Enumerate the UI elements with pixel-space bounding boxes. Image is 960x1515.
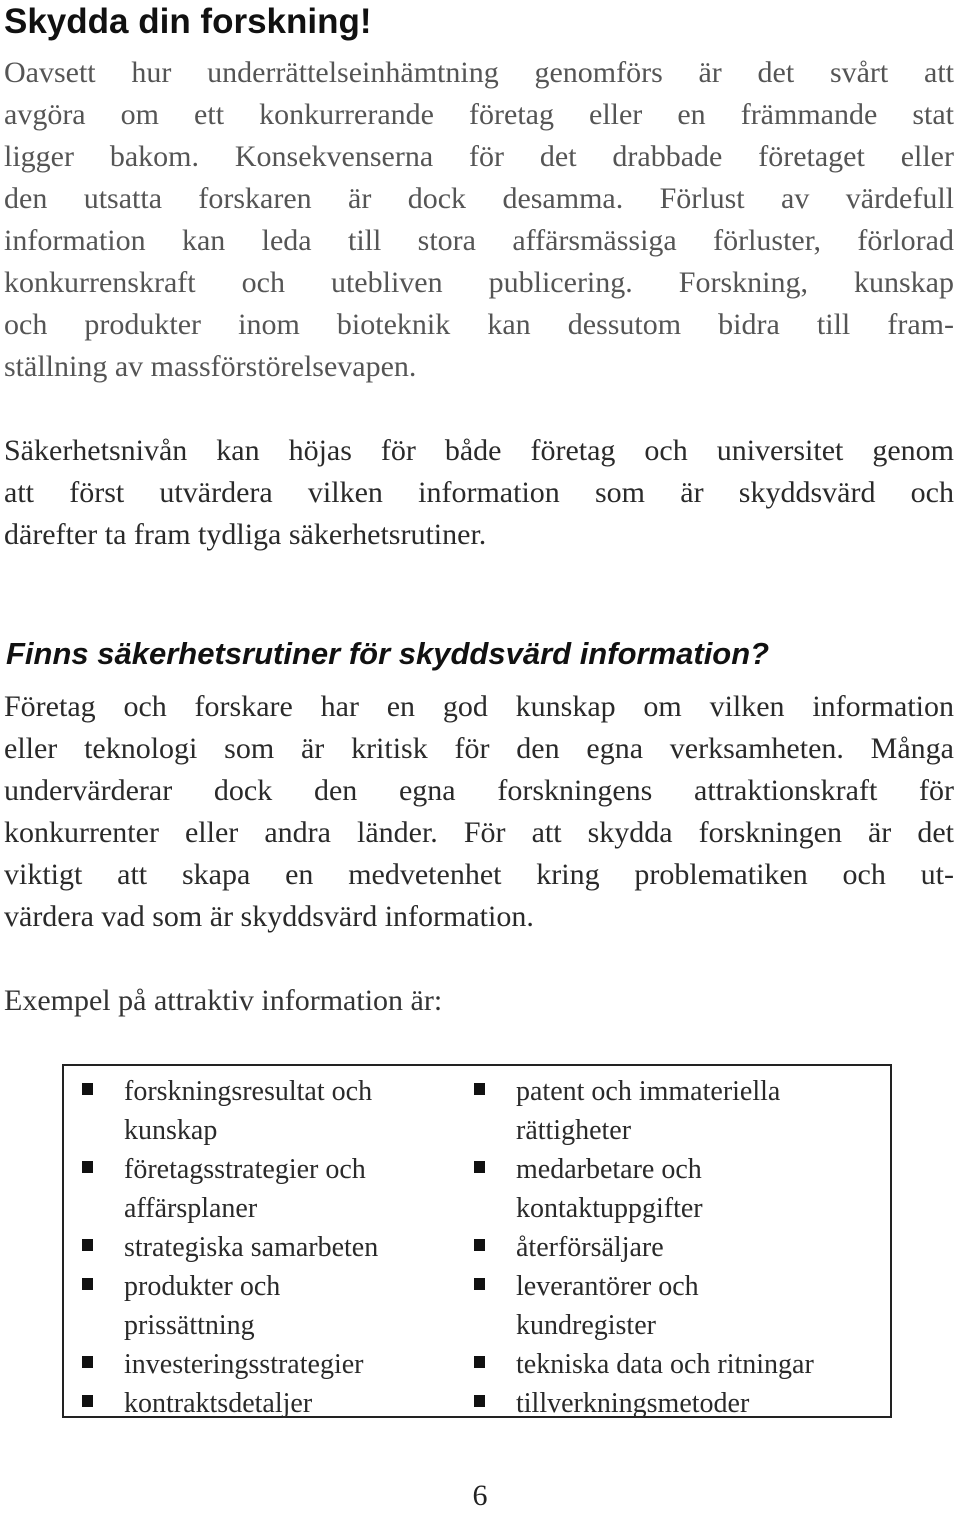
paragraph-line: viktigt att skapa en medvetenhet kring problematiken och ut- xyxy=(4,858,954,891)
page-heading: Skydda din forskning! xyxy=(4,2,372,41)
square-bullet-icon xyxy=(82,1161,93,1173)
example-item xyxy=(80,1150,450,1228)
square-bullet-icon xyxy=(474,1278,485,1290)
page-number: 6 xyxy=(472,1479,488,1512)
paragraph-line: eller teknologi som är kritisk för den egna verksamheten. Många xyxy=(4,732,954,765)
example-item-text: leverantörer och xyxy=(516,1271,699,1302)
square-bullet-icon xyxy=(82,1083,93,1095)
square-bullet-icon xyxy=(82,1239,93,1251)
examples-list-right xyxy=(472,1072,882,1423)
example-item xyxy=(80,1267,450,1345)
paragraph-line: Säkerhetsnivån kan höjas för både företag och universitet genom xyxy=(4,434,954,467)
square-bullet-icon xyxy=(82,1395,93,1407)
paragraph-line: Oavsett hur underrättelseinhämtning genomförs är det svårt att xyxy=(4,56,954,89)
example-item-text: företagsstrategier och xyxy=(124,1154,366,1185)
paragraph-line: konkurrenskraft och utebliven publicering. Forskning, kunskap xyxy=(4,266,954,299)
awareness-paragraph xyxy=(4,686,954,938)
square-bullet-icon xyxy=(474,1356,485,1368)
example-item-text: prissättning xyxy=(124,1310,255,1341)
paragraph-line: ställning av massförstörelsevapen. xyxy=(4,350,417,383)
security-level-paragraph xyxy=(4,430,954,556)
example-item-text: kontraktsdetaljer xyxy=(124,1388,313,1419)
square-bullet-icon xyxy=(474,1161,485,1173)
example-item xyxy=(472,1267,882,1345)
example-item-text: forskningsresultat och xyxy=(124,1076,373,1107)
paragraph-line: information kan leda till stora affärsmässiga förluster, förlorad xyxy=(4,224,954,257)
section-subheading: Finns säkerhetsrutiner för skyddsvärd information? xyxy=(6,636,770,671)
example-item-text: tekniska data och ritningar xyxy=(516,1349,814,1380)
example-item-text: tillverkningsmetoder xyxy=(516,1388,750,1419)
intro-paragraph xyxy=(4,52,954,388)
examples-box xyxy=(62,1064,892,1418)
example-item xyxy=(80,1228,450,1267)
example-item-text: affärsplaner xyxy=(124,1193,258,1224)
example-item xyxy=(472,1384,882,1423)
examples-list-left xyxy=(80,1072,450,1423)
example-item xyxy=(472,1228,882,1267)
example-item-text: kunskap xyxy=(124,1115,218,1146)
example-item xyxy=(80,1384,450,1423)
square-bullet-icon xyxy=(82,1356,93,1368)
paragraph-line: att först utvärdera vilken information som är skyddsvärd och xyxy=(4,476,954,509)
paragraph-line: därefter ta fram tydliga säkerhetsrutiner. xyxy=(4,518,487,551)
paragraph-line: konkurrenter eller andra länder. För att skydda forskningen är det xyxy=(4,816,954,849)
example-item xyxy=(472,1150,882,1228)
paragraph-line: ligger bakom. Konsekvenserna för det drabbade företaget eller xyxy=(4,140,954,173)
example-item-text: investeringsstrategier xyxy=(124,1349,364,1380)
paragraph-line: Företag och forskare har en god kunskap om vilken information xyxy=(4,690,954,723)
example-item-text: medarbetare och xyxy=(516,1154,702,1185)
paragraph-line: värdera vad som är skyddsvärd information. xyxy=(4,900,534,933)
paragraph-line: den utsatta forskaren är dock desamma. Förlust av värdefull xyxy=(4,182,954,215)
example-item xyxy=(80,1345,450,1384)
square-bullet-icon xyxy=(82,1278,93,1290)
example-item-text: produkter och xyxy=(124,1271,281,1302)
paragraph-line: och produkter inom bioteknik kan dessutom bidra till fram- xyxy=(4,308,954,341)
square-bullet-icon xyxy=(474,1395,485,1407)
square-bullet-icon xyxy=(474,1083,485,1095)
example-item xyxy=(472,1072,882,1150)
examples-title: Exempel på attraktiv information är: xyxy=(4,984,443,1017)
example-item-text: kontaktuppgifter xyxy=(516,1193,703,1224)
example-item xyxy=(472,1345,882,1384)
example-item-text: patent och immateriella xyxy=(516,1076,781,1107)
example-item-text: strategiska samarbeten xyxy=(124,1232,379,1263)
square-bullet-icon xyxy=(474,1239,485,1251)
paragraph-line: avgöra om ett konkurrerande företag eller en främmande stat xyxy=(4,98,954,131)
example-item-text: återförsäljare xyxy=(516,1232,664,1263)
example-item-text: kundregister xyxy=(516,1310,656,1341)
paragraph-line: undervärderar dock den egna forskningens attraktionskraft för xyxy=(4,774,954,807)
example-item-text: rättigheter xyxy=(516,1115,632,1146)
example-item xyxy=(80,1072,450,1150)
